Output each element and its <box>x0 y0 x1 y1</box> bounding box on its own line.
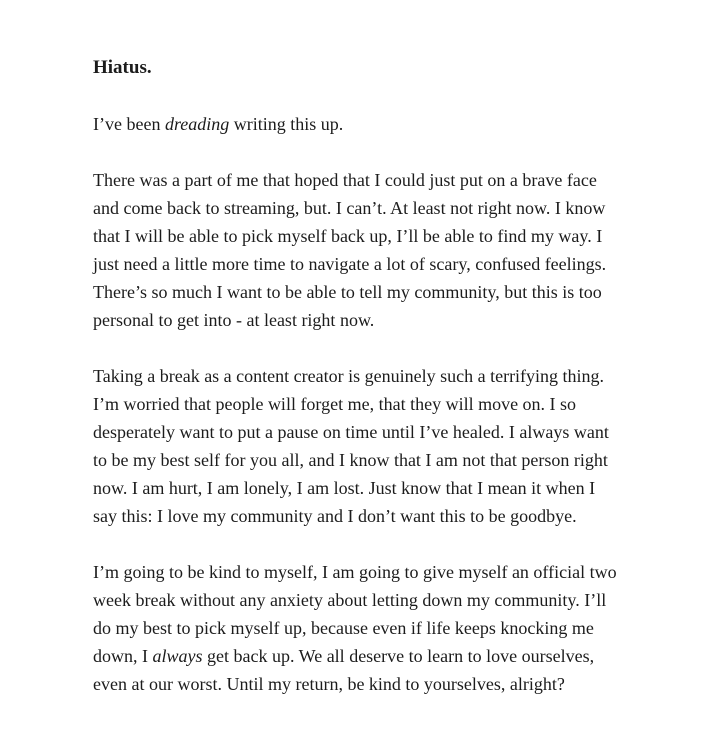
paragraph-intro-text-b: writing this up. <box>229 114 344 134</box>
paragraph-closing-text-b: get back up. We all deserve to learn to love ourselves, even at our worst. Until my return, be kind to yourselves, alright? <box>93 646 595 694</box>
post-title: Hiatus. <box>93 57 152 78</box>
paragraph-closing <box>93 558 623 698</box>
paragraph-intro <box>93 110 623 138</box>
paragraph-break: Taking a break as a content creator is genuinely such a terrifying thing. I’m worried that people will forget me, that they will move on. I so desperately want to put a pause on time until I’ve healed. I always want to be my best self for you all, and I know that I am not that person right now. I am hurt, I am lonely, I am lost. Just know that I mean it when I say this: I love my community and I don’t want this to be goodbye. <box>93 366 609 526</box>
paragraph-streaming: There was a part of me that hoped that I could just put on a brave face and come back to streaming, but. I can’t. At least not right now. I know that I will be able to pick myself back up, I’ll be able to find my way. I just need a little more time to navigate a lot of scary, confused feelings. There’s so much I want to be able to tell my community, but this is too personal to get into - at least right now. <box>93 170 607 330</box>
paragraph-closing-text-a: I’m going to be kind to myself, I am going to give myself an official two week break without any anxiety about letting down my community. I’ll do my best to pick myself up, because even if life keeps knocking me down, I <box>93 562 617 666</box>
paragraph-intro-emphasis: dreading <box>164 114 230 134</box>
paragraph-intro-text-a: I’ve been <box>93 114 165 134</box>
paragraph-closing-emphasis: always <box>152 646 203 666</box>
